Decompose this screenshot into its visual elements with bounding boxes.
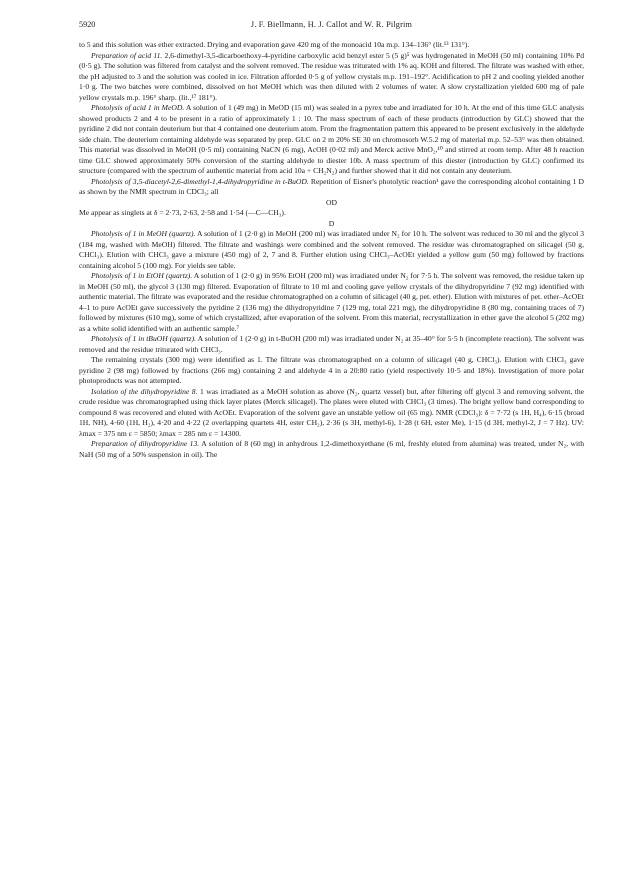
paragraph-photolysis-meoh: Photolysis of 1 in MeOH (quartz). A solution of 1 (2·0 g) in MeOH (200 ml) was irradiated under N₂ for 10 h. The solvent was reduced to 30 ml and the glycol 3 (184 mg, washed with MeOH) filtered. The filtrate and washings were combined and the solvent removed. The residue was chromatographed on silicagel (50 g, CHCl₃). Elution with CHCl₃ gave a mixture (450 mg) of 2, 7 and 8. Further elution using CHCl₃–AcOEt yielded a yellow gum (50 mg) followed by fractions containing alcohol 5 (100 mg). For yields see table. xyxy=(79,229,584,270)
running-header-authors: J. F. Biellmann, H. J. Callot and W. R. Pilgrim xyxy=(250,20,413,29)
paragraph-preparation-13: Preparation of dihydropyridine 13. A solution of 8 (60 mg) in anhydrous 1,2-dimethoxyethane (6 ml, freshly eluted from alumina) was treated, under N₂, with NaH (50 mg of a 50% suspension in oil). The xyxy=(79,439,584,459)
paragraph-isolation-8: Isolation of the dihydropyridine 8. 1 was irradiated as a MeOH solution as above (N₂, quartz vessel) but, after filtering off glycol 3 and removing solvent, the crude residue was chromatographed using thick layer plates (Merck silicagel). The plates were eluted with CHCl₃ (3 times). The bright yellow band corresponding to compound 8 was recovered and eluted with AcOEt. Evaporation of the solvent gave an unstable yellow oil (65 mg). NMR (CDCl₃): δ = 7·72 (s 1H, H₄), 6·15 (broad 1H, NH), 4·60 (1H, H₂), 4·20 and 4·22 (2 overlapping quartets 4H, ester CH₂), 2·36 (s 3H, methyl-6), 1·28 (t 6H, ester Me), 1·15 (d 3H, methyl-2, J = 7 Hz). UV: λmax = 375 nm ε = 5850; λmax = 285 nm ε = 14300. xyxy=(79,386,585,438)
paragraph-remaining-crystals: The remaining crystals (300 mg) were identified as 1. The filtrate was chromatographed on a column of silicagel (40 g, CHCl₃). Elution with CHCl₃ gave pyridine 2 (98 mg) followed by fractions (266 mg) containing 2 and aldehyde 4 in a 20:80 ratio (yield respectively 10·5 and 18%). Investigation of more polar photoproducts was not attempted. xyxy=(79,355,584,385)
paragraph-heading: Photolysis of acid 1 in MeOD. xyxy=(91,103,185,112)
paragraph-heading: Photolysis of 1 in EtOH (quartz). xyxy=(91,271,193,280)
paragraph-acid-11: Preparation of acid 11. 2,6-dimethyl-3,5-dicarboethoxy-4-pyridine carboxylic acid benzyl ester 5 (5 g)⁵ was hydrogenated in MeOH (50 ml) containing 10% Pd (0·5 g). The solution was filtered from catalyst and the solvent removed. The residue was triturated with 1% aq. KOH and filtered. The filtrate was washed with ether, the pH adjusted to 3 and the solution was cooled in ice. Filtration afforded 0·5 g of yellow crystals m.p. 191–192°. Acidification to pH 2 and cooling yielded another 1·0 g. The two batches were combined, dissolved on hot MeOH which was then diluted with 2 volumes of water. A slow crystallization yielded 600 mg of pale yellow crystals m.p. 196° sharp. (lit.,¹⁷ 181°). xyxy=(79,50,584,102)
page-number: 5920 xyxy=(79,20,96,29)
formula-top-label: OD xyxy=(326,197,337,207)
formula-bottom-label: D xyxy=(328,218,335,228)
paragraph-heading: Photolysis of 1 in tBuOH (quartz). xyxy=(91,334,197,343)
paragraph-heading: Photolysis of 3,5-diacetyl-2,6-dimethyl-1,4-dihydropyridine in t-BuOD. xyxy=(91,176,309,186)
paragraph-photolysis-etoh: Photolysis of 1 in EtOH (quartz). A solution of 1 (2·0 g) in 95% EtOH (200 ml) was irradiated under N₂ for 7·5 h. The solvent was removed, the residue taken up in MeOH (50 ml), the glycol 3 (130 mg) filtered. Evaporation of filtrate to 10 ml and cooling gave yellow crystals of the dihydropyridine 7 (92 mg) identified with authentic material. The filtrate was evaporated and the residue chromatographed on a column of silicagel (40 g, pet. ether). Elution with mixtures of pet. ether–AcOEt 4–1 to pure AcOEt gave successively the pyridine 2 (136 mg) the dihydropyridine 7 (129 mg, total 221 mg), the dihydropyridine 8 (80 mg, containing traces of 7) followed by mixtures (610 mg), some of which crystallized, after evaporation of the solvent. From this material, recrystallization in ether gave the alcohol 5 (202 mg) as a white solid identified with an authentic sample.⁷ xyxy=(79,271,584,333)
paragraph-heading: Isolation of the dihydropyridine 8. xyxy=(91,386,198,396)
paragraph-heading: Preparation of acid 11. xyxy=(91,50,163,60)
paragraph-continuation: to 5 and this solution was ether extracted. Drying and evaporation gave 420 mg of the monoacid 10a m.p. 134–136° (lit.¹³ 131°). xyxy=(79,40,470,49)
running-header xyxy=(79,20,584,34)
paragraph-nmr-singlets: Me appear as singlets at δ = 2·73, 2·63, 2·58 and 1·54 (—C—CH₃). xyxy=(79,208,286,217)
paragraph-heading: Photolysis of 1 in MeOH (quartz). xyxy=(91,229,196,238)
paragraph-photolysis-meod: Photolysis of acid 1 in MeOD. A solution of 1 (49 mg) in MeOD (15 ml) was sealed in a pyrex tube and irradiated for 10 h. At the end of this time GLC analysis showed products 2 and 4 to be present in a ratio of approximately 1 : 10. The mass spectrum of each of these products (introduction by GLC) showed that the pyridine 2 did not contain deuterium but that 4 contained one deuterium atom. From the fragmentation pattern this appeared to be present exclusively in the aldehyde side chain. The deuterium containing aldehyde was separated by prep. GLC on 2 m 20% SE 30 on chromosorb W.5.2 mg of material m.p. 52–53° was then obtained. This material was dissolved in MeOH (0·5 ml) containing NaCN (6 mg), AcOH (0·02 ml) and Merck active MnO₂,¹⁰ and stirred at room temp. After 48 h reaction time GLC showed approximately 50% conversion of the starting aldehyde to diester 10b. A mass spectrum of this diester (introduction by GLC) confirmed its structure (compared with the spectrum of authentic material from acid 10a + CH₂N₂) and further showed that it did not contain any deuterium. xyxy=(79,103,584,175)
paragraph-photolysis-tbuoh: Photolysis of 1 in tBuOH (quartz). A solution of 1 (2·0 g) in t-BuOH (200 ml) was irradiated under N₂ at 35–40° for 5·5 h (incomplete reaction). The solvent was removed and the residue triturated with CHCl₃. xyxy=(79,334,585,354)
paragraph-heading: Preparation of dihydropyridine 13. xyxy=(91,439,200,448)
paragraph-photolysis-tbuod: Photolysis of 3,5-diacetyl-2,6-dimethyl-1,4-dihydropyridine in t-BuOD. Repetition of Eisner's photolytic reaction¹ gave the corresponding alcohol containing 1 D as shown by the NMR spectrum in CDCl₃; all xyxy=(79,176,584,196)
